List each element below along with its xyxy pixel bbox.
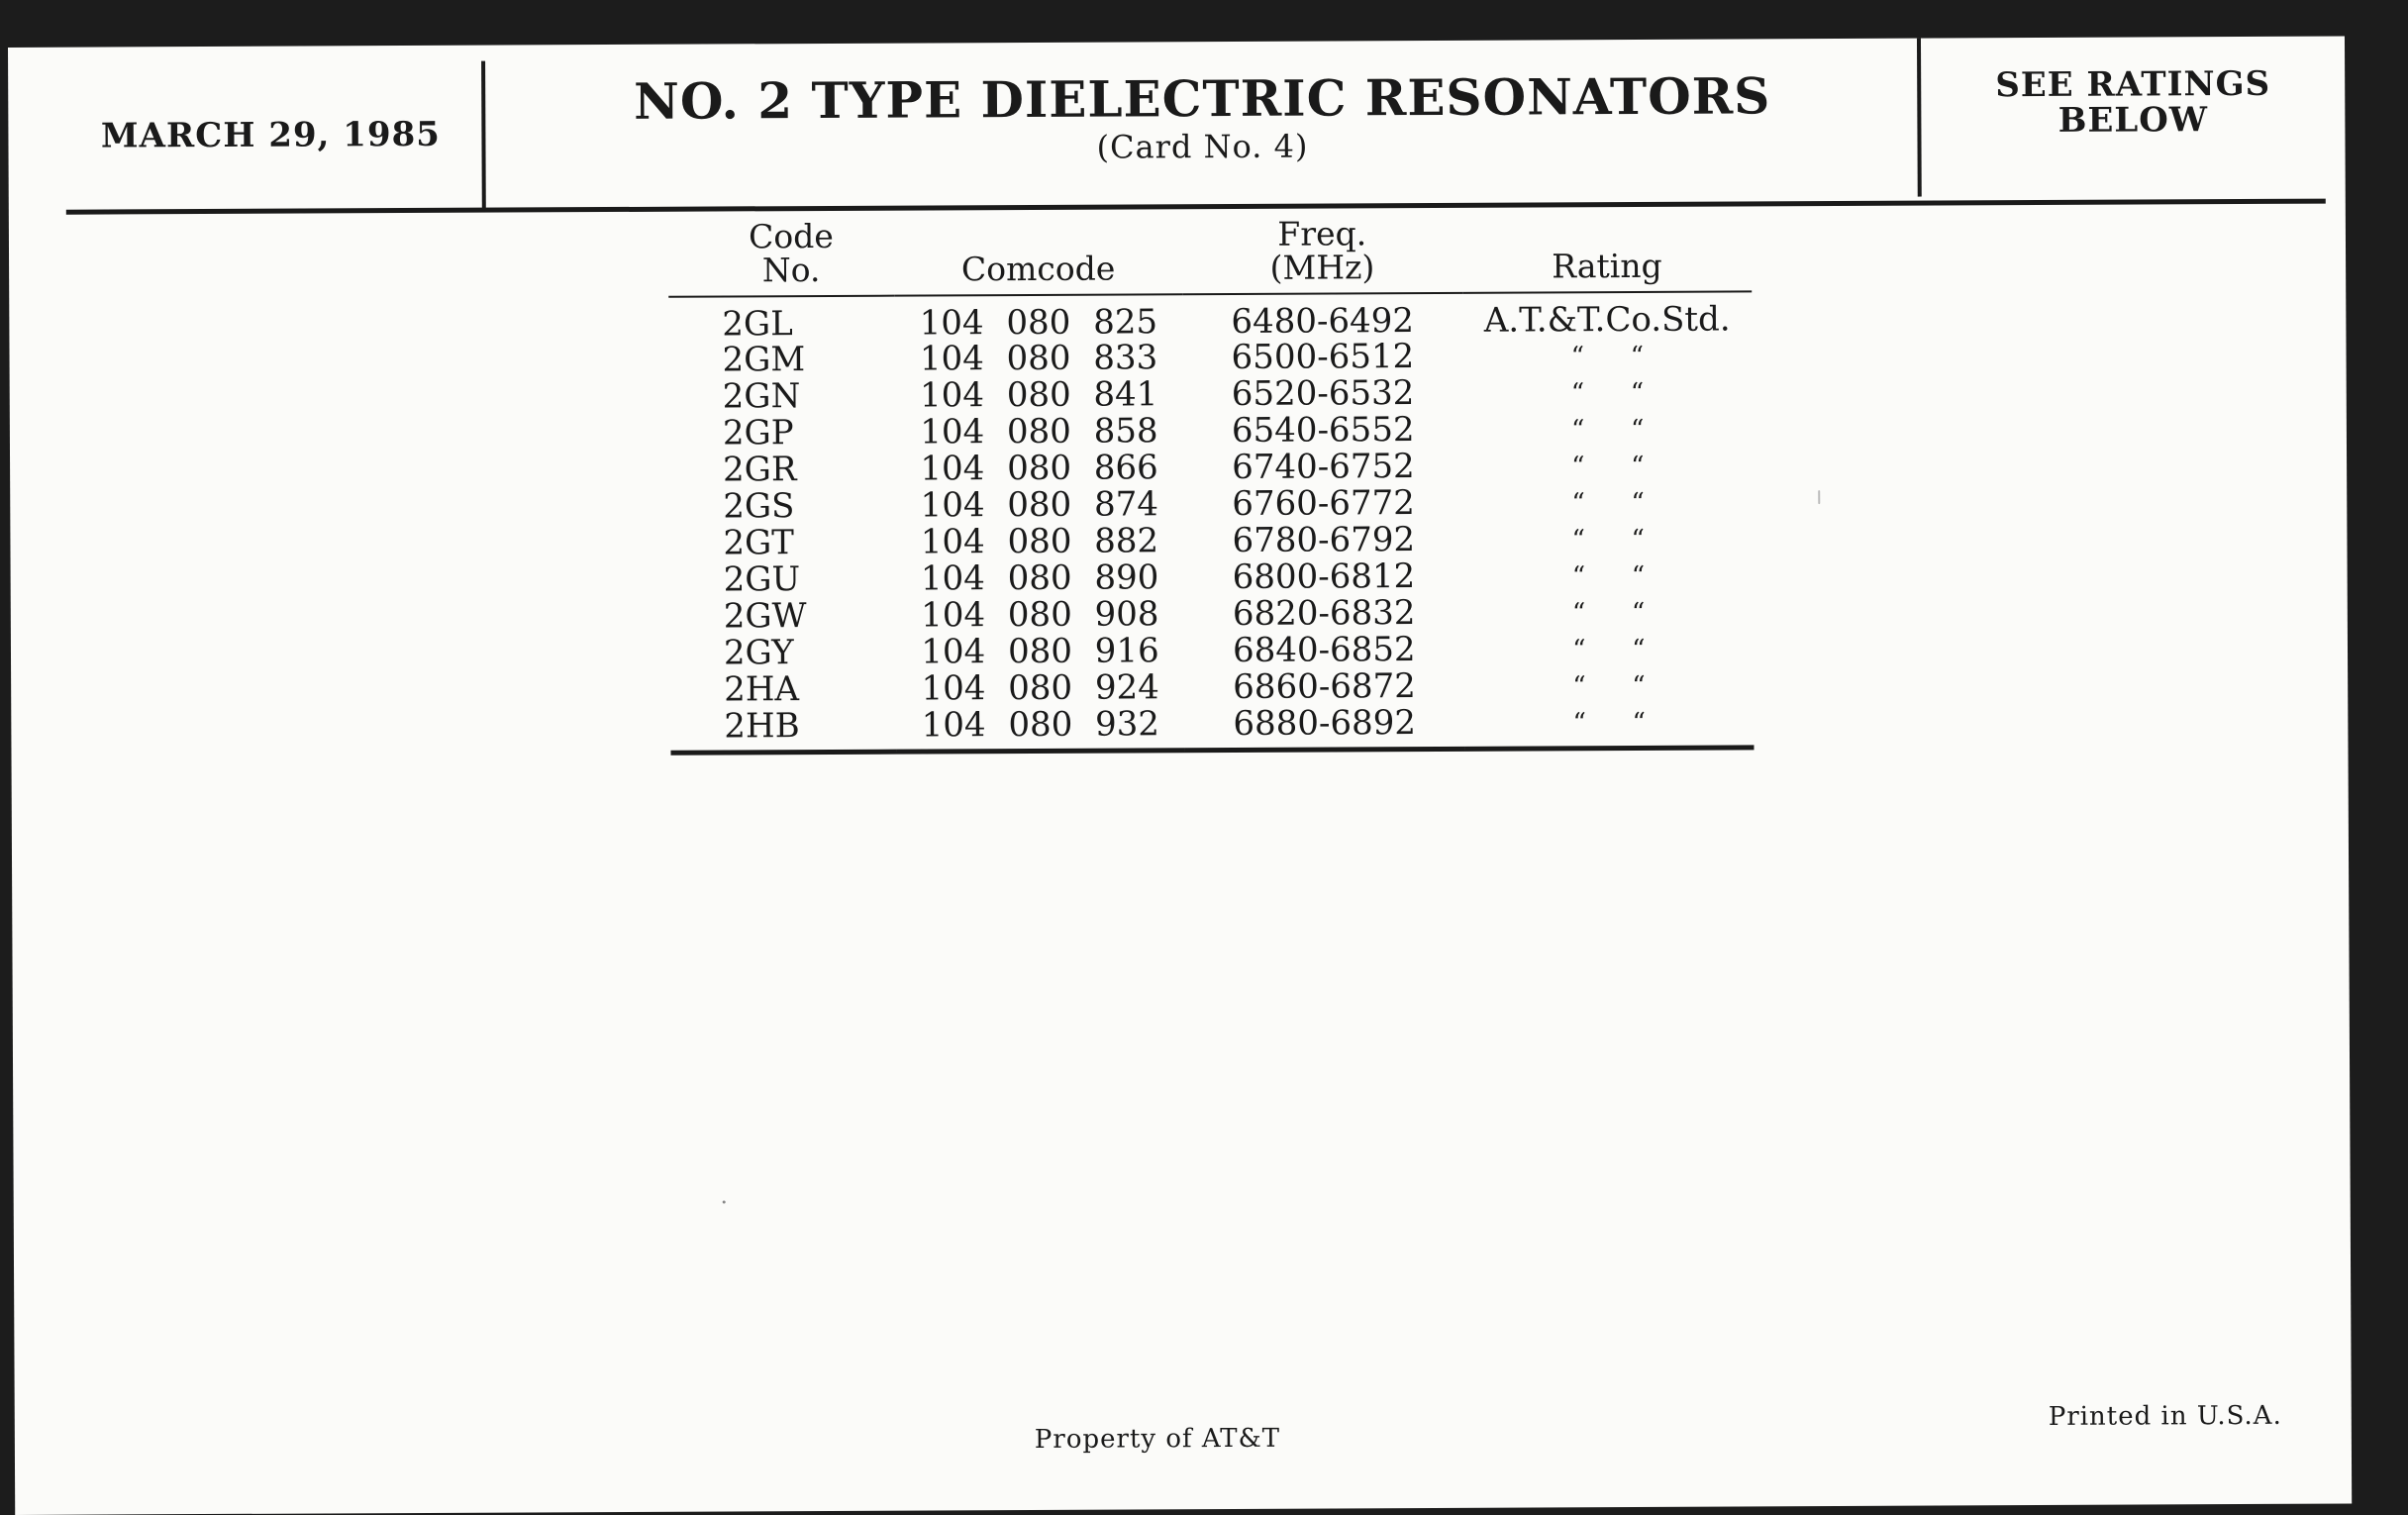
cell-comcode: 104 080 833	[919, 337, 1158, 379]
table-row	[670, 629, 1754, 670]
ditto-mark: “	[1630, 377, 1645, 408]
ditto-marks	[1539, 486, 1677, 521]
ditto-mark: “	[1632, 670, 1646, 701]
col-header-code-line2: No.	[761, 250, 821, 290]
ditto-marks	[1540, 706, 1678, 741]
cell-code: 2GT	[723, 522, 795, 562]
card-date: MARCH 29, 1985	[100, 114, 441, 156]
col-header-freq-line1: Freq.	[1277, 214, 1367, 253]
card-subtitle: (Card No. 4)	[1096, 127, 1309, 166]
col-header-code-line1: Code	[748, 216, 834, 256]
ditto-mark: “	[1570, 342, 1585, 372]
ditto-mark: “	[1631, 560, 1646, 591]
title-block	[489, 68, 1915, 170]
ditto-marks	[1540, 633, 1678, 667]
ratings-note-line1: SEE RATINGS	[1995, 63, 2271, 106]
ditto-mark: “	[1571, 598, 1586, 629]
table-row	[670, 592, 1754, 634]
cell-rating	[1464, 629, 1755, 666]
ditto-mark: “	[1631, 597, 1646, 628]
cell-rating	[1463, 519, 1754, 556]
header-divider-left	[481, 61, 486, 210]
cell-freq: 6480-6492	[1231, 301, 1415, 342]
printed-note: Printed in U.S.A.	[2048, 1400, 2282, 1432]
table-row	[668, 291, 1752, 341]
cell-rating	[1463, 556, 1754, 593]
ditto-mark: “	[1631, 414, 1645, 445]
cell-rating: A.T.&T.Co.Std.	[1483, 299, 1731, 341]
cell-comcode: 104 080 858	[920, 410, 1158, 453]
cell-freq: 6840-6852	[1232, 629, 1416, 670]
ditto-marks	[1540, 669, 1678, 704]
cell-code: 2GP	[722, 412, 794, 453]
cell-code: 2GY	[723, 632, 794, 672]
col-header-freq-line2: (MHz)	[1269, 248, 1375, 287]
table-body	[668, 291, 1754, 753]
cell-comcode: 104 080 916	[921, 630, 1159, 671]
table-row	[669, 519, 1753, 560]
ditto-mark: “	[1571, 488, 1585, 519]
cell-freq: 6860-6872	[1233, 665, 1416, 707]
cell-comcode: 104 080 841	[919, 373, 1158, 416]
dust-speck	[723, 1200, 726, 1203]
ditto-mark: “	[1570, 378, 1585, 409]
table-row	[670, 556, 1754, 597]
cell-comcode: 104 080 825	[919, 302, 1158, 344]
cell-freq: 6740-6752	[1232, 446, 1415, 487]
cell-comcode: 104 080 908	[921, 593, 1159, 636]
resonator-table	[668, 215, 1755, 755]
ditto-mark: “	[1571, 415, 1585, 446]
ditto-marks	[1538, 376, 1676, 411]
cell-comcode: 104 080 874	[920, 483, 1159, 526]
col-header-code	[668, 216, 894, 297]
cell-rating	[1464, 702, 1755, 749]
cell-rating	[1463, 482, 1754, 520]
dust-speck	[1818, 490, 1820, 504]
cell-freq: 6520-6532	[1231, 372, 1415, 414]
header-rule	[66, 199, 2326, 215]
ditto-mark: “	[1631, 451, 1645, 481]
ditto-mark: “	[1572, 635, 1586, 665]
cell-code: 2GL	[722, 304, 793, 345]
col-header-rating: Rating	[1462, 215, 1753, 292]
ditto-mark: “	[1571, 561, 1586, 592]
cell-code: 2GS	[723, 485, 795, 526]
cell-comcode: 104 080 882	[920, 520, 1159, 562]
cell-code: 2HB	[724, 705, 800, 746]
table-row	[669, 482, 1753, 524]
table-row	[669, 446, 1753, 487]
cell-freq: 6820-6832	[1232, 592, 1416, 634]
table-row	[670, 702, 1754, 753]
ditto-mark: “	[1632, 634, 1646, 664]
cell-freq: 6800-6812	[1232, 556, 1416, 597]
ditto-marks	[1539, 450, 1677, 484]
ditto-mark: “	[1572, 671, 1586, 702]
cell-comcode: 104 080 924	[921, 666, 1159, 708]
table-row	[670, 665, 1754, 707]
ditto-mark: “	[1571, 525, 1585, 556]
cell-rating	[1462, 409, 1753, 447]
cell-code: 2GM	[722, 339, 806, 379]
cell-comcode: 104 080 866	[920, 447, 1158, 489]
ditto-marks	[1540, 596, 1678, 631]
col-header-freq	[1182, 214, 1462, 294]
cell-rating	[1463, 446, 1754, 483]
col-header-comcode: Comcode	[894, 218, 1182, 295]
ditto-marks	[1539, 413, 1677, 448]
ratings-note-line2: BELOW	[2057, 100, 2209, 141]
table-row	[668, 336, 1752, 377]
cell-comcode: 104 080 890	[920, 556, 1159, 599]
cell-rating	[1462, 372, 1753, 410]
cell-freq: 6500-6512	[1231, 336, 1415, 377]
table-row	[669, 372, 1753, 414]
header-divider-right	[1917, 39, 1922, 197]
ditto-marks	[1539, 523, 1677, 557]
ditto-mark: “	[1571, 452, 1585, 482]
cell-rating	[1463, 592, 1754, 630]
cell-rating	[1464, 665, 1755, 703]
ditto-mark: “	[1572, 708, 1586, 739]
cell-code: 2GU	[723, 558, 801, 599]
table-header-row	[668, 215, 1752, 296]
card-title: NO. 2 TYPE DIELECTRIC RESONATORS	[634, 66, 1771, 131]
cell-freq: 6540-6552	[1231, 409, 1415, 451]
cell-rating	[1462, 336, 1753, 373]
cell-code: 2HA	[724, 668, 800, 709]
cell-code: 2GW	[723, 595, 807, 636]
ditto-marks	[1539, 559, 1677, 594]
ditto-marks	[1538, 340, 1676, 374]
table-row	[669, 409, 1753, 451]
cell-freq: 6880-6892	[1233, 702, 1417, 744]
index-card	[8, 36, 2352, 1515]
ditto-mark: “	[1631, 524, 1645, 555]
cell-freq: 6760-6772	[1232, 482, 1415, 524]
cell-comcode: 104 080 932	[921, 703, 1160, 745]
ditto-mark: “	[1630, 341, 1645, 371]
ditto-mark: “	[1632, 707, 1646, 738]
cell-freq: 6780-6792	[1232, 519, 1416, 560]
ditto-mark: “	[1631, 487, 1645, 518]
ratings-note	[1925, 65, 2341, 139]
property-note: Property of AT&T	[1034, 1423, 1281, 1455]
cell-code: 2GR	[722, 449, 797, 489]
cell-code: 2GN	[722, 375, 801, 416]
